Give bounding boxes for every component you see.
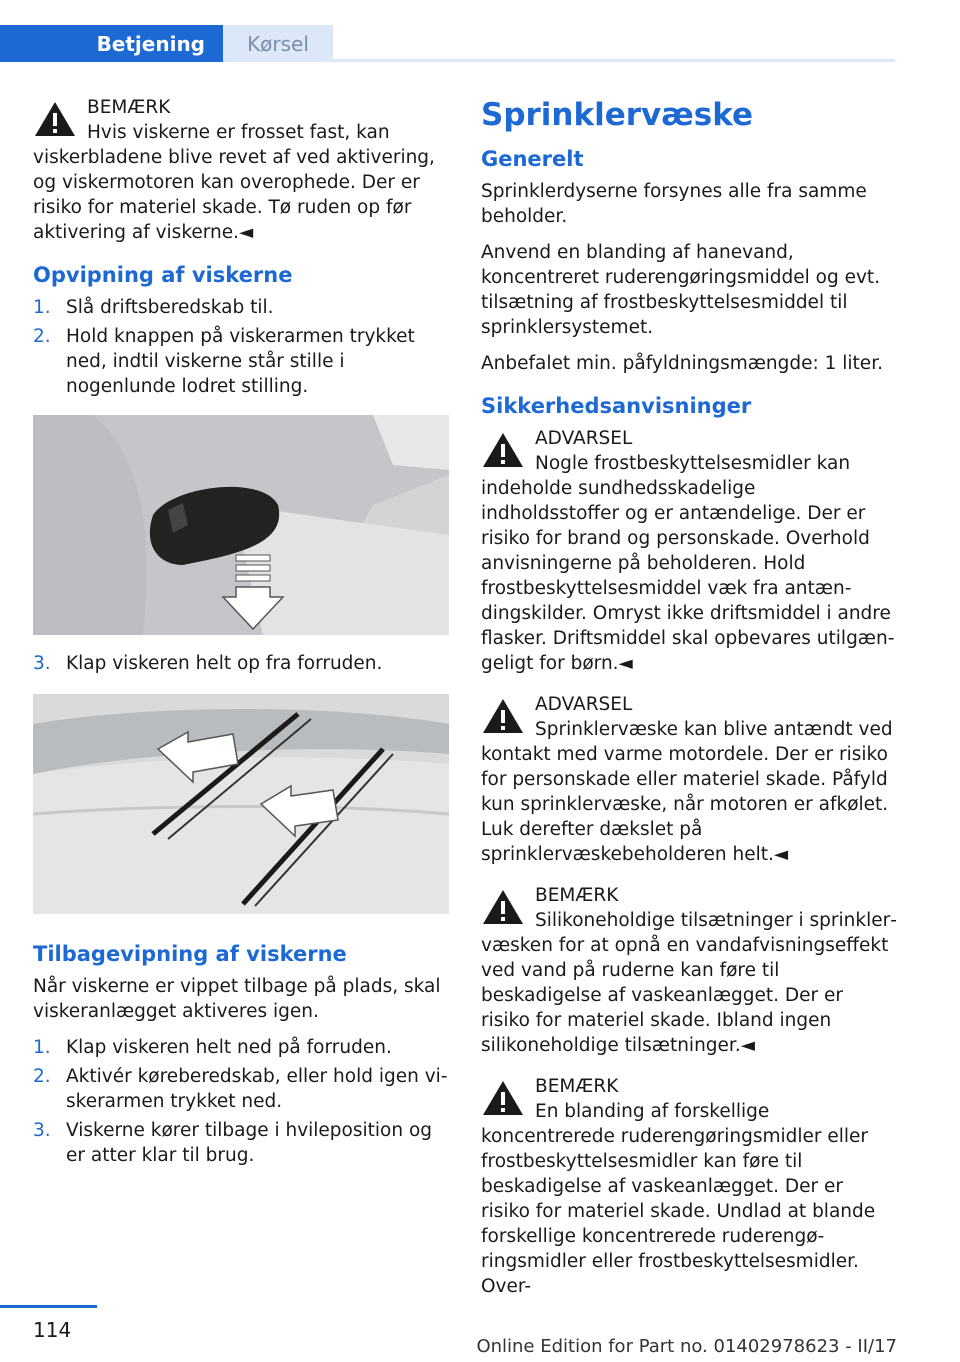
note-title: BEMÆRK bbox=[535, 885, 619, 906]
footer-rule bbox=[0, 1305, 97, 1308]
right-column bbox=[481, 95, 897, 1315]
steps-fold-out-cont bbox=[33, 651, 449, 676]
warning-icon bbox=[481, 887, 525, 927]
note-body: Hvis viskerne er frosset fast, kan viskerbladene blive revet af ved aktivering, og viskermotoren kan overophede. Der er risiko for materiel skade. Tø ruden op før aktivering af viskerne.◄ bbox=[33, 122, 435, 243]
general-paragraph-1: Sprinklerdyserne forsynes alle fra samme beholder. bbox=[481, 181, 867, 227]
warning-icon bbox=[33, 99, 77, 139]
warning-icon bbox=[481, 430, 525, 470]
edition-label: Online Edition for Part no. 01402978623 - II/17 bbox=[476, 1336, 897, 1357]
warning-body: Nogle frostbeskyttelsesmidler kan indeholde sundhedsskadelige indholdsstoffer og er antændelige. Der er risiko for brand og personskade. Overhold anvisningerne på beholderen. Hold frostbeskyttelsesmiddel væk fra antændingskilder. Omryst ikke driftsmiddel i andre flasker. Driftsmiddel skal opbevares utilgængeligt for børn.◄ bbox=[481, 453, 895, 674]
page-number: 114 bbox=[33, 1318, 72, 1342]
warning-antifreeze bbox=[481, 426, 897, 676]
heading-general: Generelt bbox=[481, 147, 584, 171]
chapter-tabs bbox=[0, 0, 960, 62]
tab-divider bbox=[223, 59, 895, 62]
list-item: 1. Slå driftsberedskab til. bbox=[33, 297, 274, 318]
warning-icon bbox=[481, 696, 525, 736]
heading-safety: Sikkerhedsanvisninger bbox=[481, 394, 752, 418]
warning-title: ADVARSEL bbox=[535, 428, 633, 449]
note-silicone bbox=[481, 883, 897, 1058]
steps-fold-out bbox=[33, 295, 449, 399]
heading-fold-back: Tilbagevipning af viskerne bbox=[33, 942, 347, 966]
section-title: Sprinklervæske bbox=[481, 97, 754, 133]
tab-korsel[interactable]: Kørsel bbox=[223, 25, 333, 62]
note-body: Silikoneholdige tilsætninger i sprinklervæsken for at opnå en vandafvisningseffekt ved vand på ruderne kan føre til beskadigelse af vaskeanlægget. Der er risiko for materiel skade. Ibland ingen silikoneholdige tilsætninger.◄ bbox=[481, 910, 897, 1056]
note-title: BEMÆRK bbox=[535, 1076, 619, 1097]
note-frozen-wipers bbox=[33, 95, 449, 245]
heading-fold-out: Opvipning af viskerne bbox=[33, 263, 293, 287]
figure-wiper-fold-up bbox=[33, 694, 449, 914]
warning-body: Sprinklervæske kan blive antændt ved kontakt med varme motordele. Der er risiko for personskade eller materiel skade. Påfyld kun sprinklervæske, når motoren er afkølet. Luk derefter dækslet på sprinklervæskebeholderen helt.◄ bbox=[481, 719, 893, 865]
tab-betjening[interactable]: Betjening bbox=[0, 25, 223, 62]
note-body: En blanding af forskellige koncentrerede ruderengøringsmidler eller frostbeskyttelsesmidler kan føre til beskadigelse af vaskeanlægget. Der er risiko for materiel skade. Undlad at blande forskellige koncentrerede ruderengøringsmidler eller frostbeskyttelsesmidler. Over- bbox=[481, 1101, 876, 1297]
left-column bbox=[33, 95, 449, 1178]
list-item: 2. Hold knappen på viskerarmen trykket ned, indtil viskerne står stille i nogenlunde lodret stilling. bbox=[33, 326, 415, 397]
list-item: 3. Klap viskeren helt op fra forruden. bbox=[33, 653, 383, 674]
warning-title: ADVARSEL bbox=[535, 694, 633, 715]
note-mixing bbox=[481, 1074, 897, 1299]
warning-flammable bbox=[481, 692, 897, 867]
steps-fold-back bbox=[33, 1035, 449, 1168]
list-item: 1. Klap viskeren helt ned på forruden. bbox=[33, 1037, 392, 1058]
list-item: 3. Viskerne kører tilbage i hvileposition og er atter klar til brug. bbox=[33, 1120, 433, 1166]
warning-icon bbox=[481, 1078, 525, 1118]
list-item: 2. Aktivér køreberedskab, eller hold igen viskerarmen trykket ned. bbox=[33, 1066, 448, 1112]
fold-back-intro: Når viskerne er vippet tilbage på plads, skal viskeranlægget aktiveres igen. bbox=[33, 976, 441, 1022]
figure-wiper-button bbox=[33, 415, 449, 635]
general-paragraph-3: Anbefalet min. påfyldningsmængde: 1 liter. bbox=[481, 353, 883, 374]
general-paragraph-2: Anvend en blanding af hanevand, koncentreret ruderengøringsmiddel og evt. tilsætning af frostbeskyttelsesmiddel til sprinklersystemet. bbox=[481, 242, 881, 338]
note-title: BEMÆRK bbox=[87, 97, 171, 118]
